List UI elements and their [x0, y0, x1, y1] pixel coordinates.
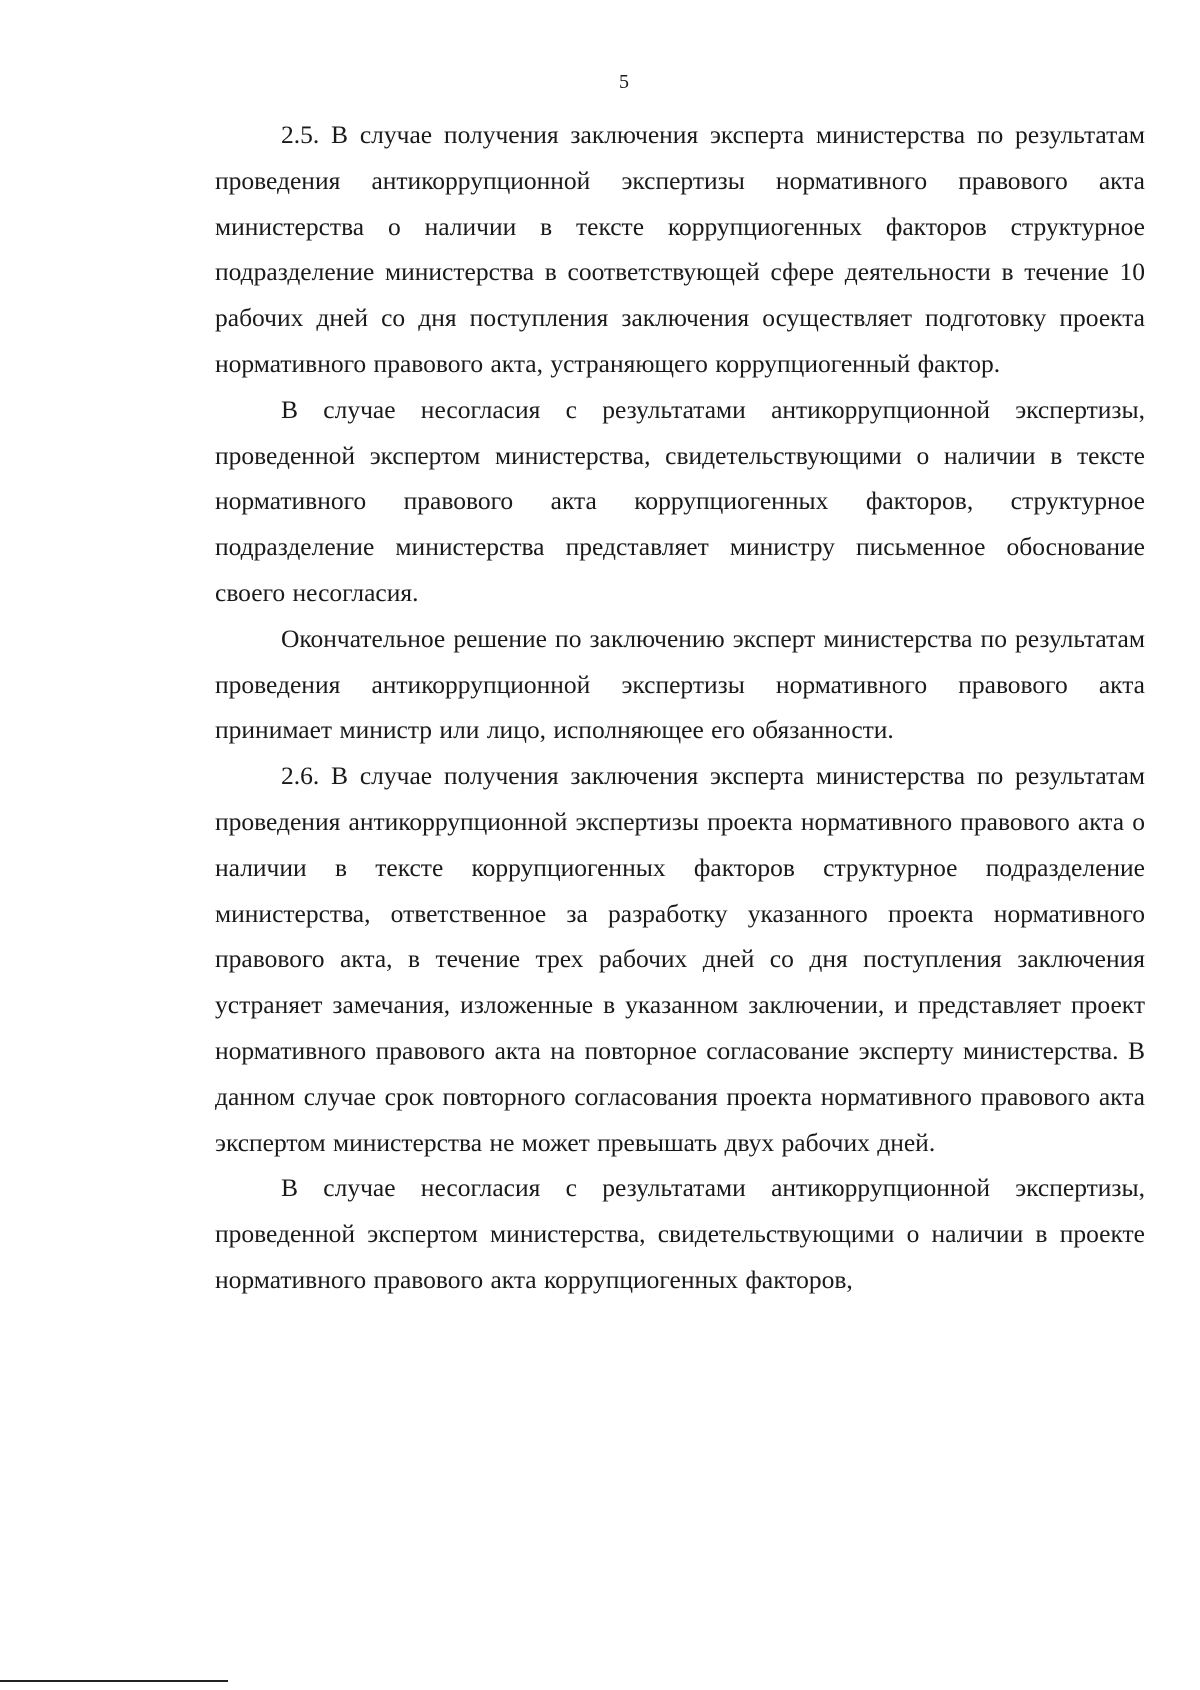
paragraph-2-5: 2.5. В случае получения заключения эксперта министерства по результатам проведения антикоррупционной экспертизы нормативного правового акта министерства о наличии в тексте коррупциогенных факторов структурное подразделение министерства в соответствующей сфере деятельности в течение 10 рабочих дней со дня поступления заключения осуществляет подготовку проекта нормативного правового акта, устраняющего коррупциогенный фактор. — [215, 120, 1145, 378]
paragraph-disagreement-act: В случае несогласия с результатами антикоррупционной экспертизы, проведенной экспертом министерства, свидетельствующими о наличии в тексте нормативного правового акта коррупциогенных факторов, структурное подразделение министерства представляет министру письменное обоснование своего несогласия. — [215, 394, 1145, 607]
paragraph-final-decision: Окончательное решение по заключению эксперт министерства по результатам проведения антикоррупционной экспертизы нормативного правового акта принимает министр или лицо, исполняющее его обязанности. — [215, 623, 1145, 745]
paragraph-disagreement-draft: В случае несогласия с результатами антикоррупционной экспертизы, проведенной экспертом министерства, свидетельствующими о наличии в проекте нормативного правового акта коррупциогенных факторов, — [215, 1173, 1145, 1294]
paragraph-2-6: 2.6. В случае получения заключения эксперта министерства по результатам проведения антикоррупционной экспертизы проекта нормативного правового акта о наличии в тексте коррупциогенных факторов структурное подразделение министерства, ответственное за разработку указанного проекта нормативного правового акта, в течение трех рабочих дней со дня поступления заключения устраняет замечания, изложенные в указанном заключении, и представляет проект нормативного правового акта на повторное согласование эксперту министерства. В данном случае срок повторного согласования проекта нормативного правового акта экспертом министерства не может превышать двух рабочих дней. — [215, 761, 1145, 1157]
footer-rule — [0, 1680, 228, 1682]
document-body — [215, 112, 1145, 1303]
page-number: 5 — [619, 71, 629, 93]
